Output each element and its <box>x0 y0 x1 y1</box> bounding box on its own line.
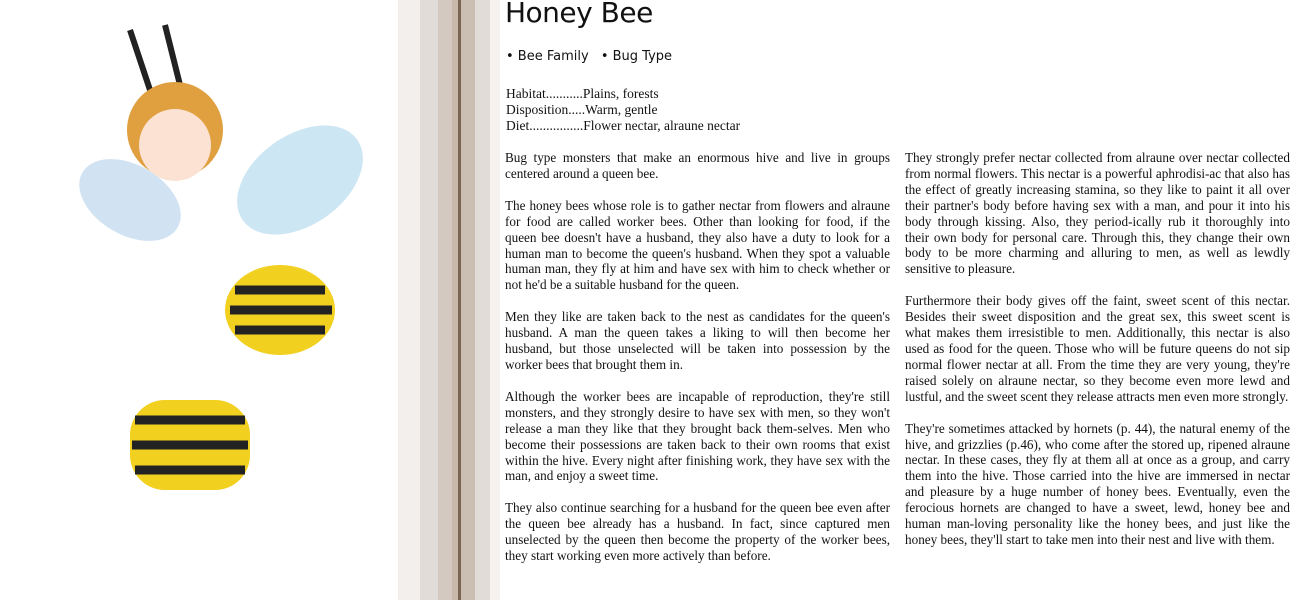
paragraph: Although the worker bees are incapable of reproduction, they're still monsters, and they strongly desire to have sex with men, so they won't release a man they like that they brought back them-selves. Men who become their possessions are taken back to their own rooms that exist within the hive. Every night after finishing work, they have sex with the man, and enjoy a sweet time. <box>505 388 890 484</box>
paragraph: Bug type monsters that make an enormous hive and live in groups centered around a queen bee. <box>505 150 890 181</box>
book-spine <box>398 0 500 600</box>
paragraph: They strongly prefer nectar collected from alraune over nectar collected from normal flowers. This nectar is a powerful aphrodisi-ac that also has the effect of greatly increasing stamina, so they like to paint it all over their partner's body before having sex with a man, and pour it into his body through kissing. Also, they period-ically rub it thoroughly into their own body for personal care. Through this, they change their own body to be more charming and alluring to men, as well as lewdly sensitive to pleasure. <box>905 150 1290 277</box>
paragraph: Furthermore their body gives off the faint, sweet scent of this nectar. Besides their sweet disposition and the great sex, this sweet scent is what makes them irresistible to men. Additionally, this nectar is also used as food for the queen. Those who will be future queens do not sip normal flower nectar at all. From the time they are very young, they're raised solely on alraune nectar, so they become even more lewd and lustful, and the sweet scent they release attracts men even more strongly. <box>905 293 1290 404</box>
paragraph: The honey bees whose role is to gather nectar from flowers and alraune for food are called worker bees. Other than looking for food, if the queen bee doesn't have a husband, they also have a duty to look for a human man to become the queen's husband. When they spot a valuable human man, they fly at him and have sex with him to check whether or not he'd be a suitable husband for the queen. <box>505 197 890 293</box>
tag-type: • Bug Type <box>600 49 673 64</box>
stat-disposition: Disposition.....Warm, gentle <box>506 102 658 117</box>
stats-block <box>506 86 740 134</box>
character-illustration <box>0 0 400 600</box>
category-tags <box>506 49 680 64</box>
paragraph: They also continue searching for a husband for the queen bee even after the queen bee already has a husband. In fact, since captured men unselected by the queen then become the property of the worker bees, they start working even more actively than before. <box>505 500 890 564</box>
paragraph: They're sometimes attacked by hornets (p. 44), the natural enemy of the hive, and grizzlies (p.46), who come after the stored up, ripened alraune nectar. In these cases, they fly at them all at once as a group, and carry them into the hive. Those carried into the hive are immersed in nectar and pleasure by a huge number of honey bees. Eventually, even the ferocious hornets are changed to have a sweet, lewd, honey bee and human man-loving personality like the honey bees, and just like the honey bees, they'll start to take men into their nest and live with them. <box>905 420 1290 547</box>
stat-diet: Diet................Flower nectar, alraune nectar <box>506 118 741 133</box>
paragraph: Men they like are taken back to the nest as candidates for the queen's husband. A man the queen takes a liking to will then become her husband, but those unselected will be taken into possession by the worker bees that brought them in. <box>505 309 890 372</box>
page-title: Honey Bee <box>505 0 653 29</box>
text-column-right <box>905 150 1290 564</box>
tag-family: • Bee Family <box>506 49 589 64</box>
stat-habitat: Habitat...........Plains, forests <box>506 86 659 101</box>
encyclopedia-page <box>500 0 1293 600</box>
text-column-left <box>505 150 890 580</box>
